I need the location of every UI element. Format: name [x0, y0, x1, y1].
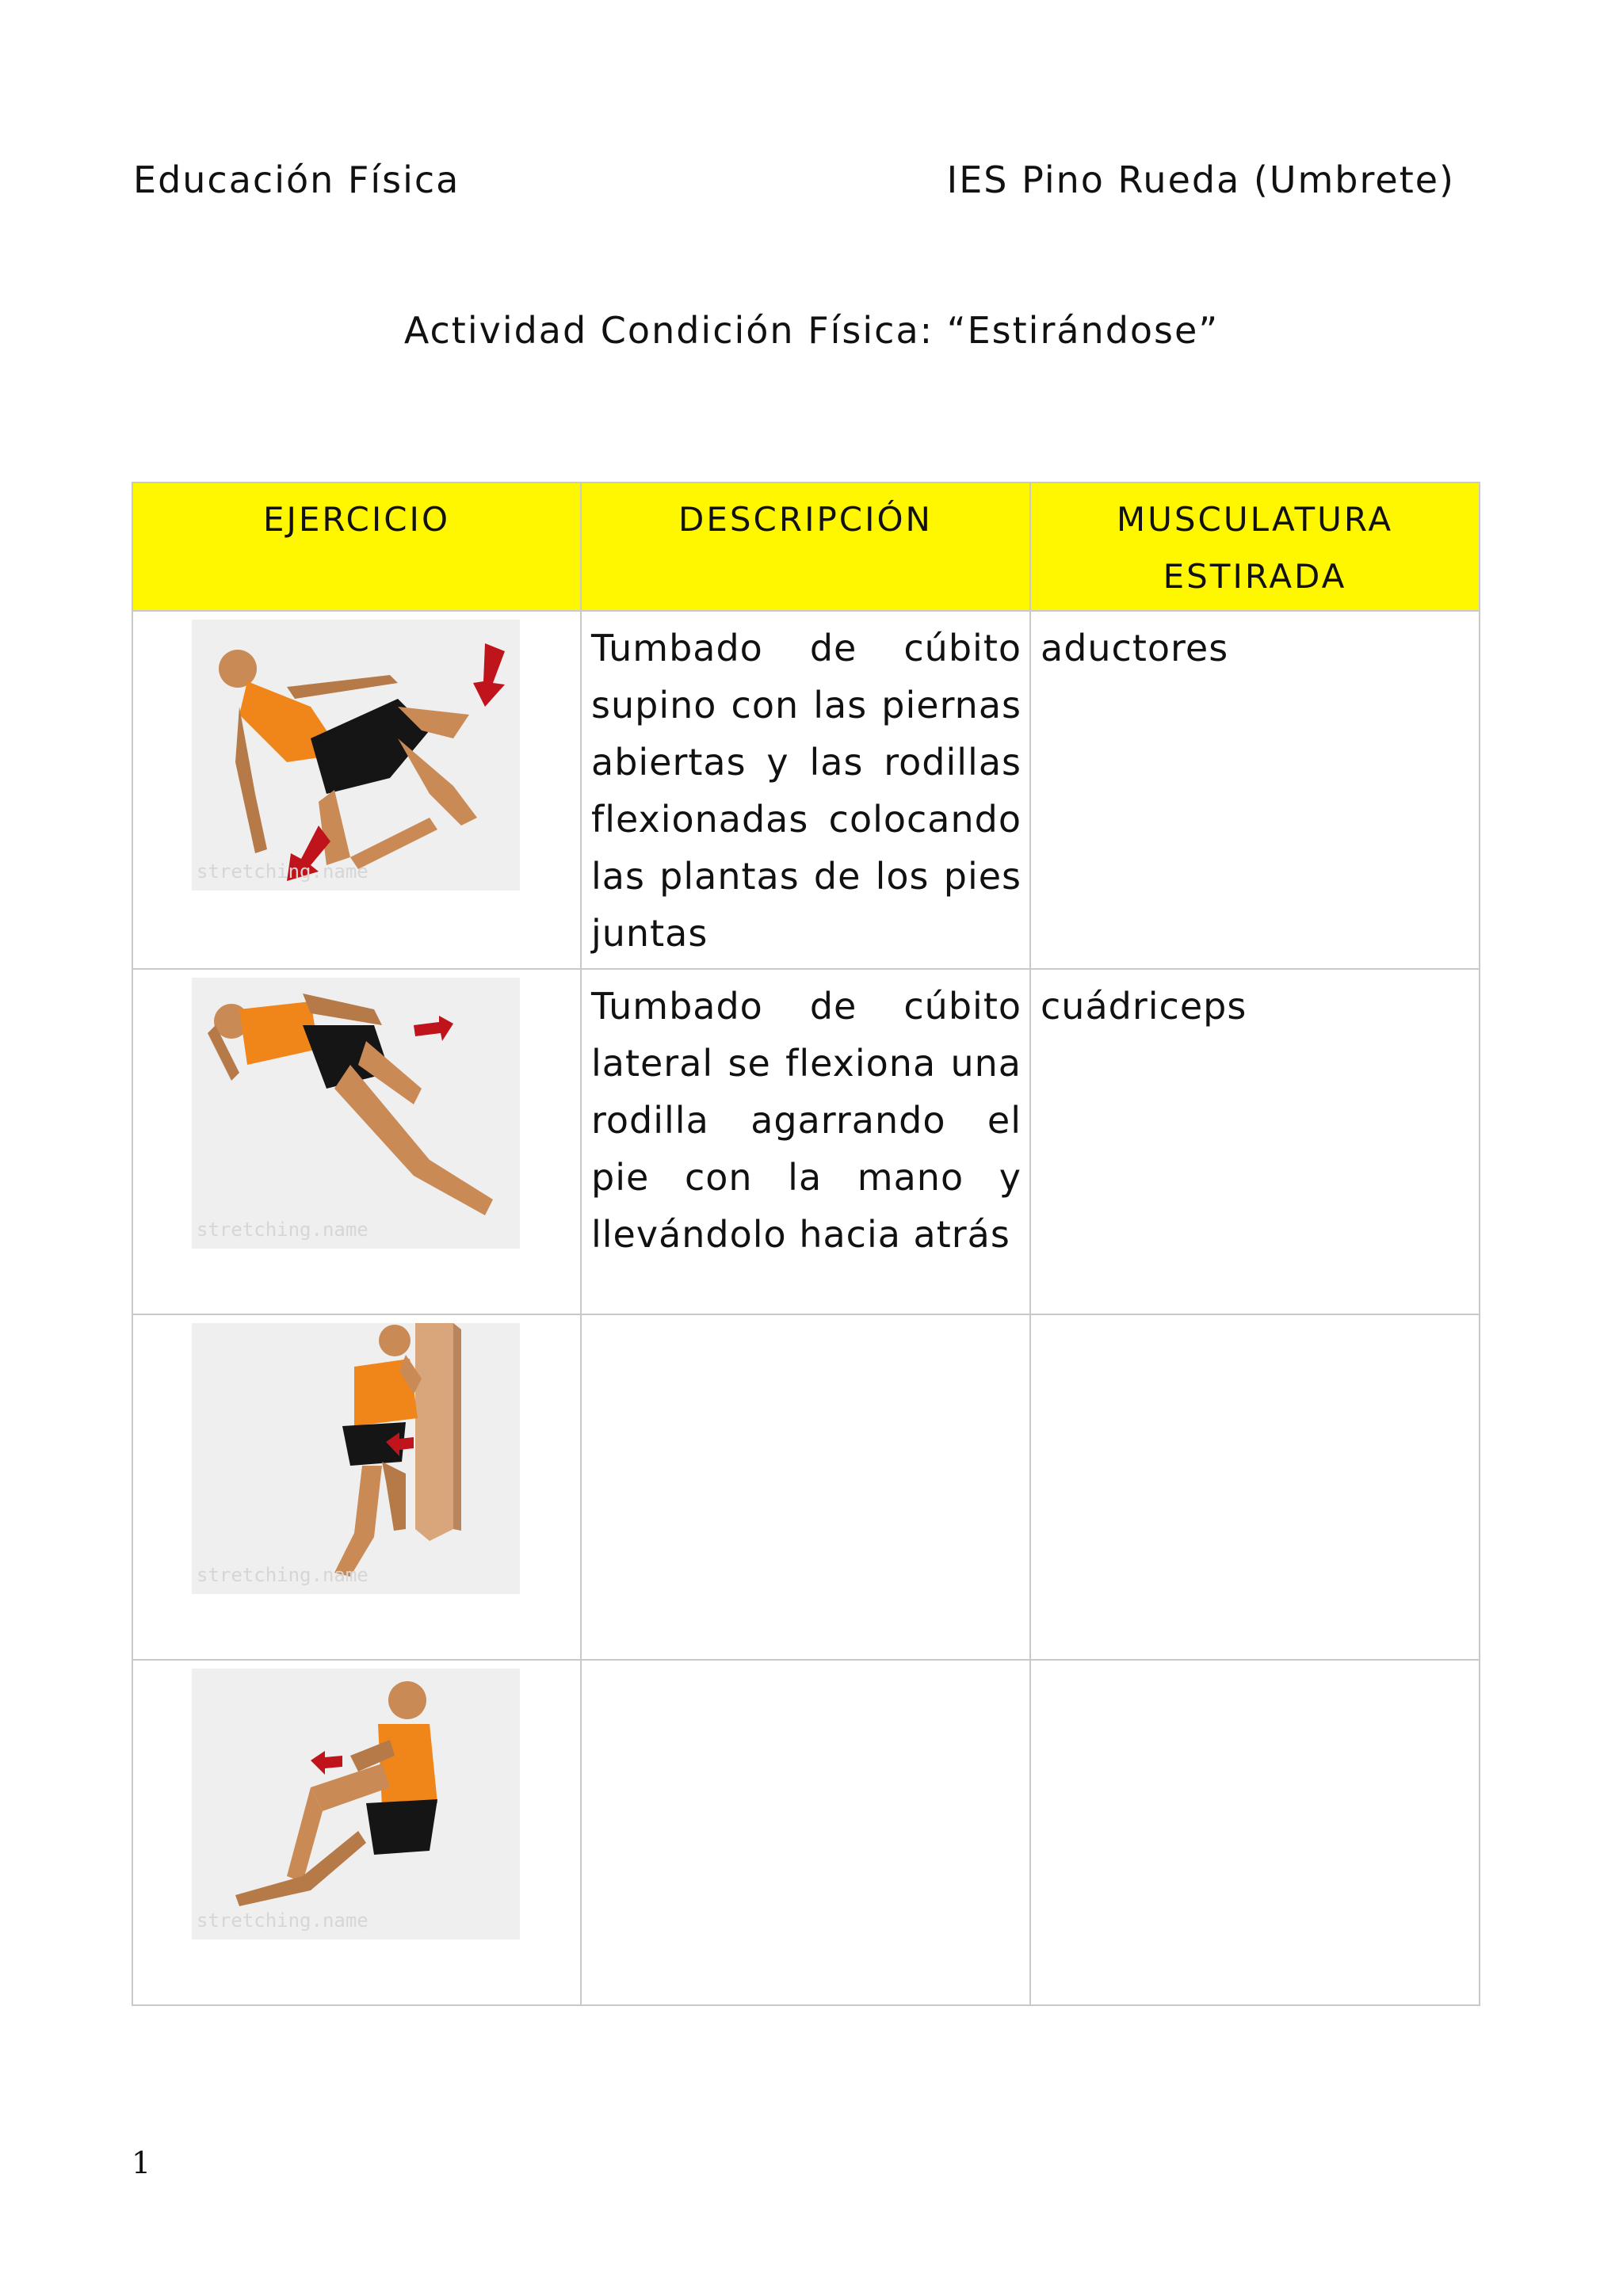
column-header-musculatura: MUSCULATURA ESTIRADA — [1030, 482, 1480, 611]
document-title: Actividad Condición Física: “Estirándose” — [403, 309, 1220, 352]
description-cell: Tumbado de cúbito supino con las piernas abiertas y las rodillas flexionadas colocando las plantas de los pies juntas — [581, 611, 1030, 969]
table-header-row — [132, 482, 1480, 611]
image-watermark: stretching.name — [197, 860, 369, 883]
exercise-illustration-adductor-stretch — [192, 620, 520, 891]
image-watermark: stretching.name — [197, 1564, 369, 1586]
exercise-illustration-seated-hip-stretch — [192, 1669, 520, 1939]
table-row — [132, 1660, 1480, 2005]
description-cell: Tumbado de cúbito lateral se flexiona una rodilla agarrando el pie con la mano y llevándolo hacia atrás — [581, 969, 1030, 1314]
table-row — [132, 1314, 1480, 1660]
image-watermark: stretching.name — [197, 1909, 369, 1932]
image-watermark: stretching.name — [197, 1219, 369, 1241]
exercise-illustration-standing-wall-stretch — [192, 1323, 520, 1594]
exercise-image-cell — [132, 1314, 581, 1660]
description-cell — [581, 1314, 1030, 1660]
description-cell — [581, 1660, 1030, 2005]
muscles-cell: cuádriceps — [1030, 969, 1480, 1314]
column-header-ejercicio: EJERCICIO — [132, 482, 581, 611]
muscles-cell: aductores — [1030, 611, 1480, 969]
muscles-cell — [1030, 1660, 1480, 2005]
exercise-image-cell — [132, 1660, 581, 2005]
column-header-descripcion: DESCRIPCIÓN — [581, 482, 1030, 611]
exercise-image-cell — [132, 611, 581, 969]
header-school: IES Pino Rueda (Umbrete) — [946, 158, 1455, 201]
exercise-illustration-quadriceps-stretch — [192, 978, 520, 1249]
table-row — [132, 611, 1480, 969]
exercise-image-cell — [132, 969, 581, 1314]
muscles-cell — [1030, 1314, 1480, 1660]
exercise-table — [132, 482, 1480, 2006]
header-subject: Educación Física — [133, 158, 460, 201]
table-row — [132, 969, 1480, 1314]
page-number: 1 — [132, 2145, 151, 2180]
